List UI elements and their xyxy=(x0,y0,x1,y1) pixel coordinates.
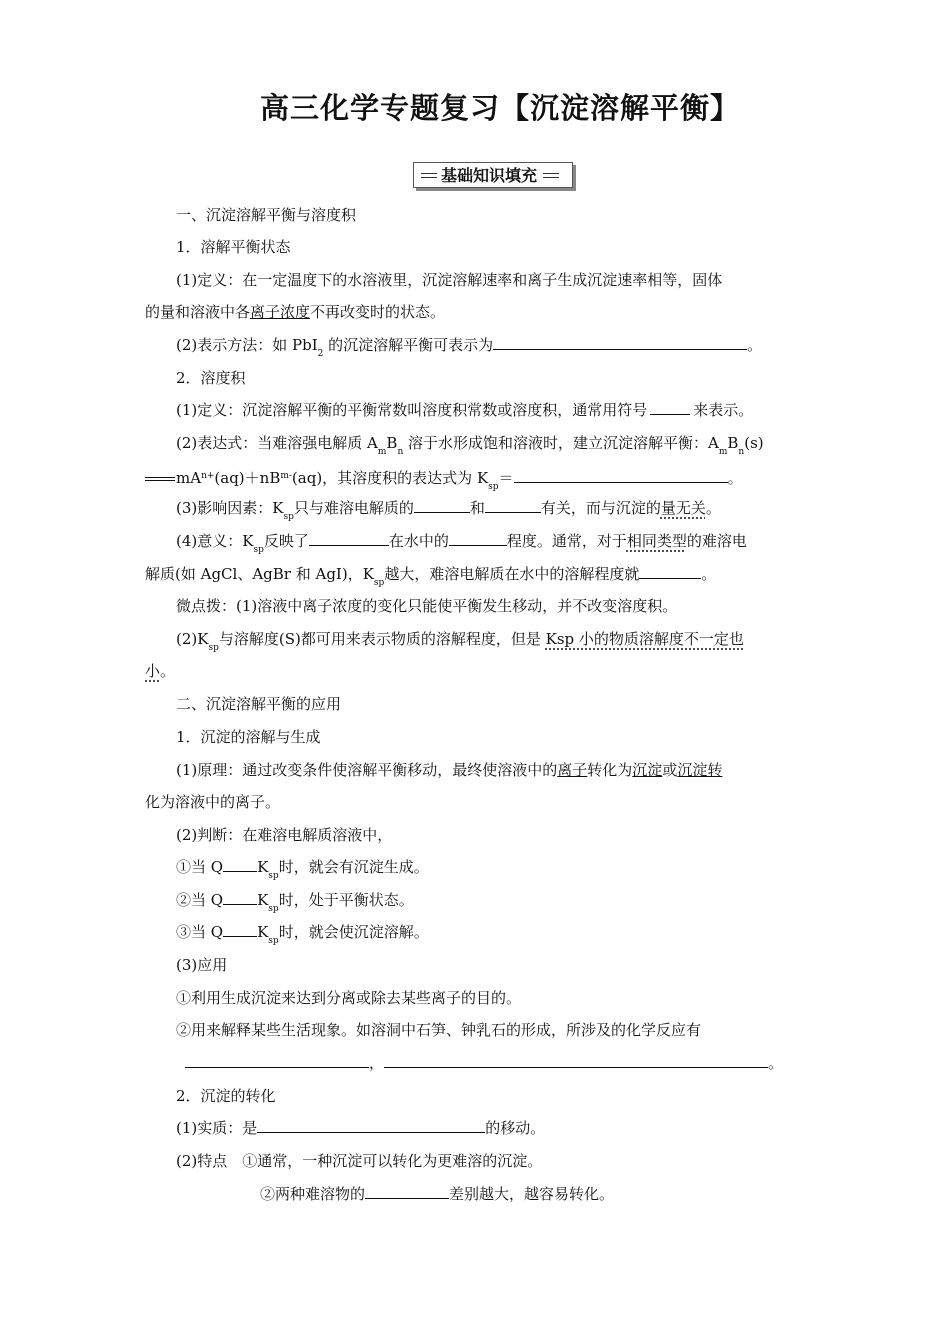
equilibrium-arrow-icon xyxy=(145,477,175,481)
page-title: 高三化学专题复习【沉淀溶解平衡】 xyxy=(259,91,740,125)
paragraph-line: ， 。 xyxy=(185,1053,783,1073)
paragraph-line: (2)表示方法：如 PbI$_2$ 的沉淀溶解平衡可表示为 。 xyxy=(176,336,763,359)
paragraph-line: (3)应用 xyxy=(176,956,228,974)
answer-blank[interactable] xyxy=(365,1184,449,1199)
answer-blank[interactable] xyxy=(257,1118,485,1133)
paragraph-line: (1)实质：是 的移动。 xyxy=(176,1119,546,1137)
answer-blank[interactable] xyxy=(223,857,257,872)
paragraph-line: ②两种难溶物的 差别越大，越容易转化。 xyxy=(260,1185,615,1203)
heading-2-1: 1．沉淀的溶解与生成 xyxy=(176,728,321,746)
answer-blank[interactable] xyxy=(514,468,728,483)
paragraph-line: (2)特点 ①通常，一种沉淀可以转化为更难溶的沉淀。 xyxy=(176,1152,543,1170)
heading-1-2: 2．溶度积 xyxy=(176,369,246,387)
heading-section-2: 二、沉淀溶解平衡的应用 xyxy=(176,695,342,713)
answer-blank[interactable] xyxy=(493,335,747,350)
paragraph-line: ①利用生成沉淀来达到分离或除去某些离子的目的。 xyxy=(176,989,522,1007)
paragraph-line: ②用来解释某些生活现象。如溶洞中石笋、钟乳石的形成，所涉及的化学反应有 xyxy=(176,1021,702,1039)
answer-blank[interactable] xyxy=(309,531,389,546)
answer-blank[interactable] xyxy=(639,564,701,579)
heading-2-2: 2．沉淀的转化 xyxy=(176,1087,276,1105)
paragraph-line: (1)原理：通过改变条件使溶解平衡移动，最终使溶液中的离子转化为沉淀或沉淀转 xyxy=(176,761,723,779)
heading-section-1: 一、沉淀溶解平衡与溶度积 xyxy=(176,206,357,224)
paragraph-line: (1)定义：在一定温度下的水溶液里，沉淀溶解速率和离子生成沉淀速率相等，固体 xyxy=(176,271,723,289)
answer-blank[interactable] xyxy=(384,1053,768,1068)
section-badge-label: 基础知识填充 xyxy=(441,166,538,185)
paragraph-line: (2)表达式：当难溶强电解质 $A_mB_n$ 溶于水形成饱和溶液时，建立沉淀溶解平衡：$A_mB_n(s)$ xyxy=(176,434,764,457)
paragraph-line: ③当 Q $K_{sp}$时，就会使沉淀溶解。 xyxy=(176,923,429,946)
paragraph-line: (1)定义：沉淀溶解平衡的平衡常数叫溶度积常数或溶度积，通常用符号 来表示。 xyxy=(176,401,754,419)
answer-blank[interactable] xyxy=(223,922,257,937)
paragraph-line: ①当 Q $K_{sp}$时，就会有沉淀生成。 xyxy=(176,858,429,881)
paragraph-line: (4)意义：$K_{sp}$反映了 在水中的 程度。通常，对于相同类型的难溶电 xyxy=(176,532,747,555)
paragraph-line: 化为溶液中的离子。 xyxy=(145,793,281,811)
answer-blank[interactable] xyxy=(223,890,257,905)
paragraph-line: (2)判断：在难溶电解质溶液中， xyxy=(176,826,393,844)
section-badge xyxy=(409,160,577,190)
answer-blank[interactable] xyxy=(185,1053,369,1068)
paragraph-line: ②当 Q $K_{sp}$时，处于平衡状态。 xyxy=(176,891,414,914)
answer-blank[interactable] xyxy=(414,498,470,513)
answer-blank[interactable] xyxy=(485,498,541,513)
paragraph-line: $mA^{n+}(aq)+nB^{m-}(aq)$，其溶度积的表达式为 $K_{sp}=$ 。 xyxy=(145,466,743,497)
paragraph-line: 的量和溶液中各离子浓度不再改变时的状态。 xyxy=(145,303,446,321)
tip-line: 小。 xyxy=(145,662,176,680)
paragraph-line: (3)影响因素：$K_{sp}$只与难溶电解质的 和 有关，而与沉淀的量无关。 xyxy=(176,499,721,522)
paragraph-line: 解质(如 AgCl、AgBr 和 AgI)，$K_{sp}$越大，难溶电解质在水中的溶解程度就 。 xyxy=(145,565,717,588)
answer-blank[interactable] xyxy=(650,400,690,415)
answer-blank[interactable] xyxy=(449,531,507,546)
heading-1-1: 1．溶解平衡状态 xyxy=(176,238,291,256)
tip-line: $(2)K_{sp}$与溶解度(S)都可用来表示物质的溶解程度，但是 Ksp 小的物质溶解度不一定也 xyxy=(176,630,744,653)
tip-line: 微点拨：(1)溶液中离子浓度的变化只能使平衡发生移动，并不改变溶度积。 xyxy=(176,597,678,615)
